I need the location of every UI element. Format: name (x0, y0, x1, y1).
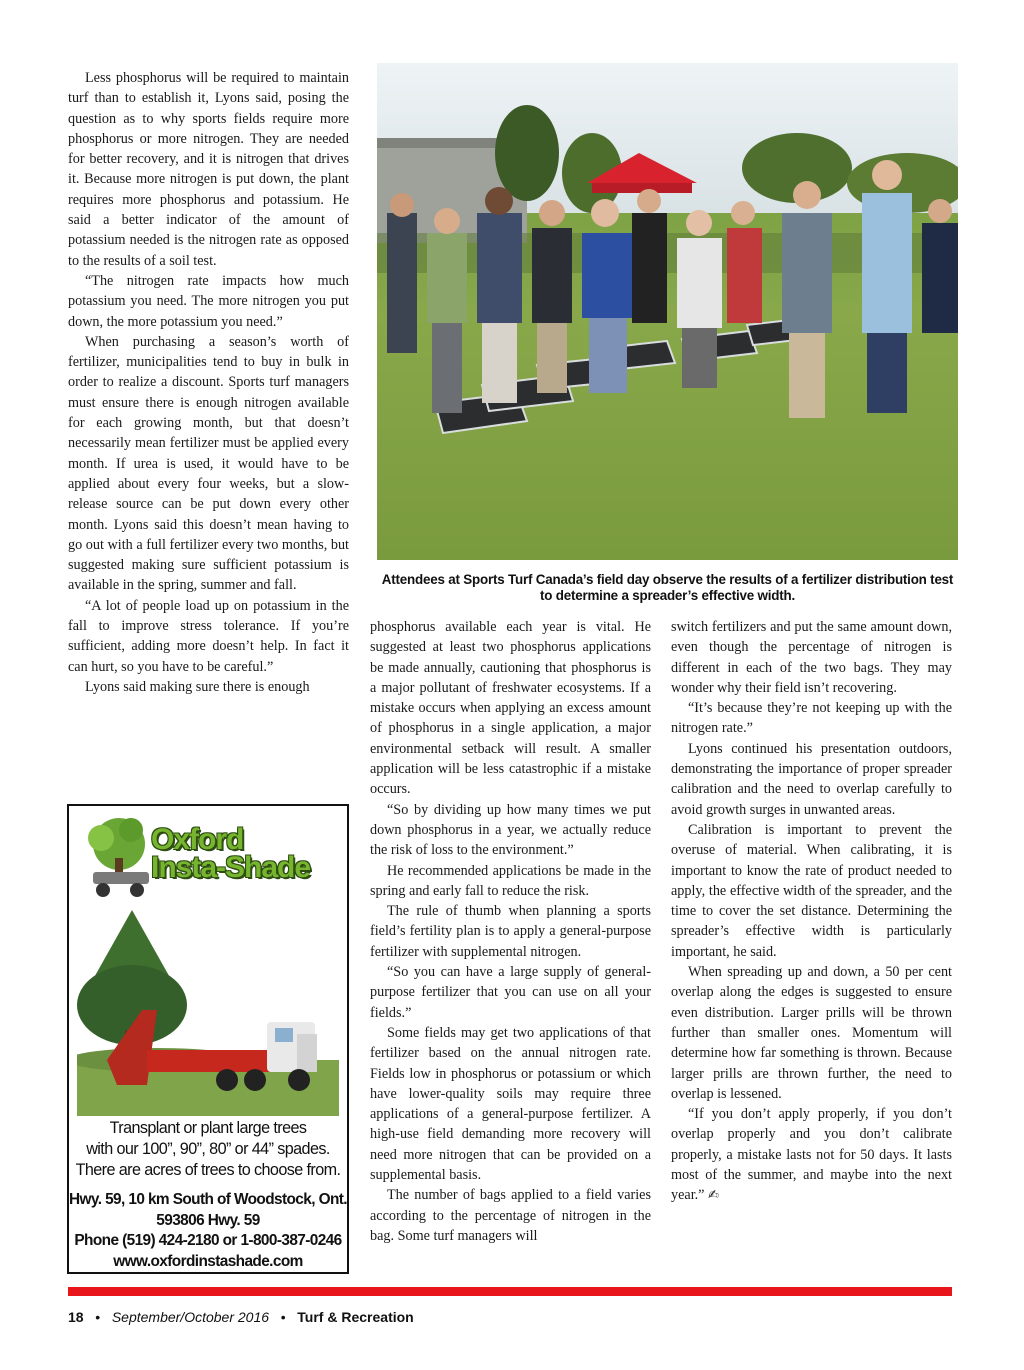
ad-address-number: 593806 Hwy. 59 (156, 1211, 260, 1229)
paragraph: He recommended applications be made in the spring and early fall to reduce the risk. (370, 862, 651, 899)
paragraph: Calibration is important to prevent the overuse of material. When calibrating, it is important to know the rate of product needed to apply, the effective width of the spreader, and the time to cover the set distance. Determining the spreader’s effective width is particularly important, he said. (671, 821, 952, 960)
ad-website-link[interactable]: www.oxfordinstashade.com (113, 1252, 303, 1270)
magazine-name: Turf & Recreation (297, 1309, 414, 1325)
article-column-3 (671, 617, 952, 1207)
paragraph: When purchasing a season’s worth of fertilizer, municipalities tend to buy in bulk in order to realize a discount. Sports turf managers must ensure there is enough nitrogen available for each growing month, but that doesn’t necessarily mean fertilizer must be applied every month. If urea is used, it would have to be applied about every four weeks, but a slow-release source can be put down every other month. Lyons said this doesn’t mean having to go out with a full fertilizer every two months, but suggested making sure sufficient potassium is available in the spring, summer and fall. (68, 333, 349, 594)
paragraph: “It’s because they’re not keeping up with the nitrogen rate.” (671, 700, 952, 737)
article-column-1 (68, 68, 349, 697)
ad-phone: Phone (519) 424-2180 or 1-800-387-0246 (74, 1232, 342, 1249)
ad-pitch-line: Transplant or plant large trees (109, 1119, 307, 1137)
ad-contact (69, 1190, 347, 1272)
page-footer (68, 1309, 414, 1329)
paragraph: “A lot of people load up on potassium in the fall to improve stress tolerance. If you’re sufficient, adding more doesn’t help. In fact it can hurt, so you have to be careful.” (68, 597, 349, 675)
paragraph: phosphorus available each year is vital. He suggested at least two phosphorus applications be made annually, cautioning that phosphorus is a major pollutant of freshwater ecosystems. If a mistake occurs when applying an excess amount of phosphorus in a single application, a major environmental setback will result. A smaller application will be less catastrophic if a mistake occurs. (370, 619, 651, 798)
paragraph: Less phosphorus will be required to maintain turf than to establish it, Lyons said, posing the question as to why sports fields require more phosphorus or more nitrogen. They are needed for better recovery, and it is nitrogen that drives it. Because more nitrogen is put down, the plant requires more phosphorus and potassium. He said a better indicator of the amount of potassium needed is the nitrogen rate as opposed to the results of a soil test. (68, 70, 349, 269)
footer-bullet: • (280, 1309, 286, 1325)
ad-pitch (69, 1118, 347, 1181)
paragraph: Lyons continued his presentation outdoors, demonstrating the importance of proper spreader calibration and the need to overlap carefully to avoid growth surges in unwanted areas. (671, 740, 952, 818)
issue-date: September/October 2016 (111, 1309, 270, 1325)
paragraph: switch fertilizers and put the same amount down, even though the percentage of nitrogen is different in each of the two bags. They may wonder why their field isn’t recovering. (671, 619, 952, 696)
paragraph: “The nitrogen rate impacts how much potassium you need. The more nitrogen you put down, the more potassium you need.” (68, 272, 349, 330)
ad-address: Hwy. 59, 10 km South of Woodstock, Ont. (69, 1191, 347, 1208)
paragraph (671, 1104, 952, 1206)
ad-pitch-line: with our 100”, 90”, 80” or 44” spades. (86, 1140, 330, 1158)
footer-bullet: • (95, 1309, 101, 1325)
photo-illustration (377, 63, 958, 560)
footer-rule (68, 1287, 952, 1296)
brand-line-2: Insta-Shade (151, 851, 311, 884)
paragraph: Lyons said making sure there is enough (85, 678, 310, 695)
paragraph: The number of bags applied to a field varies according to the percentage of nitrogen in the bag. Some turf managers will (370, 1187, 651, 1244)
end-mark-icon: ✍ (708, 1188, 719, 1204)
paragraph: When spreading up and down, a 50 per cent overlap along the edges is suggested to ensure even distribution. Larger prills will be thrown further than smaller ones. Momentum will determine how far something is thrown. Because larger prills are thrown further, the need to overlap is lessened. (671, 964, 952, 1102)
article-column-2 (370, 617, 651, 1246)
paragraph: The rule of thumb when planning a sports field’s fertility plan is to apply a general-purpose fertilizer with supplemental nitrogen. (370, 903, 651, 960)
ad-brand-name (151, 823, 341, 884)
ad-pitch-line: There are acres of trees to choose from. (75, 1161, 341, 1179)
photo-caption: Attendees at Sports Turf Canada’s field day observe the results of a fertilizer distribution test to determine a spreader’s effective width. (381, 572, 954, 603)
page-number: 18 (68, 1309, 84, 1325)
paragraph: “So you can have a large supply of general-purpose fertilizer that you can use on all your fields.” (370, 964, 651, 1021)
oxford-insta-shade-ad (67, 804, 349, 1274)
closing-quote: “If you don’t apply properly, if you don’t overlap properly and you don’t calibrate properly, a mistake lasts not for 50 days. It lasts most of the summer, and maybe into the next year.” (671, 1106, 952, 1204)
field-day-photo (377, 63, 958, 560)
paragraph: “So by dividing up how many times we put down phosphorus in a year, we actually reduce the risk of loss to the environment.” (370, 801, 651, 859)
brand-line-1: Oxford (151, 823, 244, 856)
paragraph: Some fields may get two applications of that fertilizer based on the annual nitrogen rate. Fields low in phosphorus or potassium or which have lower-quality soils may require three applications of a general-purpose fertilizer. A high-use field demanding more recovery will need more nitrogen that can be provided on a supplemental basis. (370, 1024, 651, 1184)
tree-truck-photo (77, 910, 339, 1116)
